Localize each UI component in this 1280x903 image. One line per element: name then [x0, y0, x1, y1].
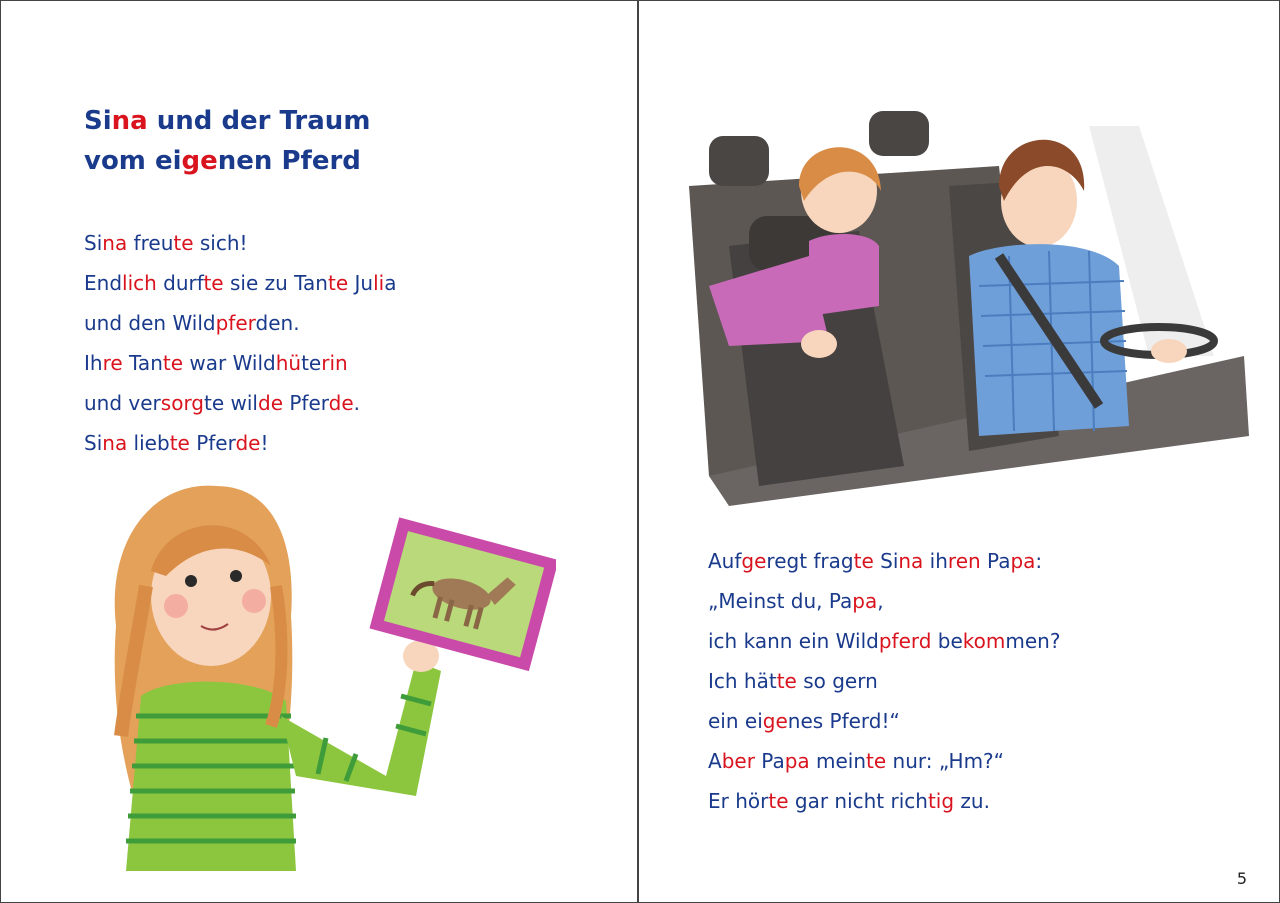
syllable-blue: be: [931, 629, 963, 653]
syllable-blue: sich!: [193, 231, 248, 255]
syllable-blue: Si: [84, 231, 103, 255]
syllable-blue: und ver: [84, 391, 161, 415]
syllable-blue: Auf: [708, 549, 742, 573]
syllable-red: re: [102, 351, 123, 375]
syllable-red: de: [328, 391, 354, 415]
syllable-red: lich: [122, 271, 157, 295]
syllable-blue: gar nicht rich: [788, 789, 928, 813]
syllable-blue: nur: „Hm?“: [886, 749, 1005, 773]
text-line: [84, 423, 396, 463]
syllable-red: ge: [181, 146, 218, 176]
girl-with-horse-picture-illustration: [96, 476, 556, 876]
syllable-blue: te: [301, 351, 322, 375]
syllable-blue: mein: [809, 749, 867, 773]
text-line: [84, 223, 396, 263]
syllable-red: pa: [784, 749, 810, 773]
syllable-red: te: [776, 669, 797, 693]
syllable-red: ge: [741, 549, 767, 573]
syllable-red: te: [169, 431, 190, 455]
text-line: [84, 343, 396, 383]
text-line: [84, 141, 370, 181]
syllable-red: ren: [947, 549, 981, 573]
syllable-blue: Ju: [348, 271, 374, 295]
syllable-blue: zu.: [954, 789, 990, 813]
left-page: [0, 0, 638, 903]
syllable-blue: ein ei: [708, 709, 763, 733]
syllable-red: te: [162, 351, 184, 375]
syllable-red: tig: [927, 789, 955, 813]
syllable-blue: lieb: [127, 431, 170, 455]
syllable-red: na: [102, 431, 128, 455]
syllable-blue: Si: [84, 106, 112, 136]
syllable-blue: .: [353, 391, 360, 415]
page-number: 5: [1236, 869, 1247, 888]
syllable-blue: a: [384, 271, 397, 295]
syllable-red: te: [866, 749, 887, 773]
right-text-block: [708, 541, 1060, 821]
syllable-red: na: [111, 106, 148, 136]
text-line: [708, 701, 1060, 741]
syllable-blue: Er hör: [708, 789, 769, 813]
syllable-blue: und den Wild: [84, 311, 216, 335]
syllable-red: te: [203, 271, 224, 295]
syllable-red: rin: [321, 351, 348, 375]
text-line: [84, 263, 396, 303]
syllable-red: sorg: [160, 391, 205, 415]
text-line: [84, 383, 396, 423]
syllable-blue: Si: [873, 549, 899, 573]
syllable-red: pferd: [878, 629, 932, 653]
syllable-red: ber: [721, 749, 755, 773]
syllable-red: te: [853, 549, 874, 573]
syllable-red: te: [173, 231, 194, 255]
syllable-blue: End: [84, 271, 123, 295]
syllable-blue: A: [708, 749, 722, 773]
text-line: [708, 581, 1060, 621]
syllable-blue: Pa: [754, 749, 785, 773]
syllable-blue: „Meinst du, Pa: [708, 589, 853, 613]
syllable-blue: Ih: [84, 351, 103, 375]
syllable-blue: vom ei: [84, 146, 182, 176]
syllable-blue: so gern: [796, 669, 878, 693]
syllable-red: te: [768, 789, 789, 813]
syllable-red: pa: [852, 589, 878, 613]
syllable-blue: war Wild: [183, 351, 276, 375]
syllable-blue: freu: [127, 231, 174, 255]
text-line: [708, 541, 1060, 581]
text-line: [84, 101, 370, 141]
text-line: [708, 621, 1060, 661]
syllable-blue: Ich hät: [708, 669, 777, 693]
syllable-blue: !: [260, 431, 269, 455]
syllable-blue: ich kann ein Wild: [708, 629, 879, 653]
syllable-red: de: [258, 391, 283, 415]
syllable-blue: durf: [156, 271, 204, 295]
syllable-blue: te wil: [204, 391, 258, 415]
text-line: [708, 781, 1060, 821]
syllable-red: hü: [275, 351, 302, 375]
syllable-blue: Pfer: [189, 431, 236, 455]
syllable-red: kom: [962, 629, 1006, 653]
syllable-red: ge: [762, 709, 788, 733]
car-interior-illustration: [669, 106, 1259, 516]
story-title: [84, 101, 370, 181]
syllable-blue: Pa: [980, 549, 1011, 573]
syllable-red: pa: [1010, 549, 1036, 573]
syllable-blue: den.: [255, 311, 300, 335]
syllable-blue: Si: [84, 431, 103, 455]
syllable-blue: ,: [877, 589, 884, 613]
syllable-blue: Pfer: [283, 391, 329, 415]
syllable-red: na: [102, 231, 128, 255]
syllable-red: na: [898, 549, 924, 573]
syllable-blue: :: [1035, 549, 1043, 573]
syllable-red: te: [327, 271, 349, 295]
syllable-blue: nes Pferd!“: [787, 709, 900, 733]
syllable-blue: ih: [923, 549, 948, 573]
text-line: [84, 303, 396, 343]
syllable-red: pfer: [215, 311, 256, 335]
syllable-red: li: [373, 271, 385, 295]
syllable-blue: Tan: [122, 351, 163, 375]
right-page: [638, 0, 1280, 903]
text-line: [708, 741, 1060, 781]
text-line: [708, 661, 1060, 701]
syllable-red: de: [235, 431, 261, 455]
syllable-blue: nen Pferd: [217, 146, 361, 176]
syllable-blue: und der Traum: [147, 106, 371, 136]
left-text-block: [84, 223, 396, 463]
syllable-blue: men?: [1005, 629, 1061, 653]
syllable-blue: regt frag: [766, 549, 854, 573]
syllable-blue: sie zu Tan: [223, 271, 328, 295]
